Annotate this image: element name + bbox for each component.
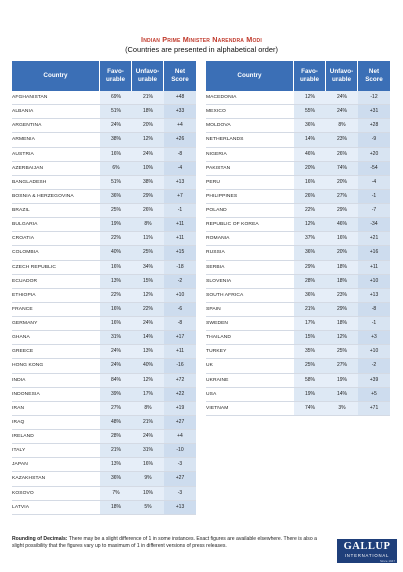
country-cell: GERMANY: [12, 317, 100, 331]
country-cell: ECUADOR: [12, 275, 100, 289]
unfavourable-cell: 5%: [132, 501, 164, 515]
table-header-row: [206, 61, 390, 91]
table-row: [12, 458, 196, 472]
favourable-cell: 35%: [294, 345, 326, 359]
favourable-cell: 6%: [100, 162, 132, 176]
net-score-cell: -2: [164, 275, 196, 289]
net-score-cell: +5: [358, 388, 390, 402]
favourable-cell: 28%: [294, 275, 326, 289]
net-score-cell: +21: [358, 232, 390, 246]
country-cell: ETHIOPIA: [12, 289, 100, 303]
country-cell: NIGERIA: [206, 148, 294, 162]
unfavourable-cell: 14%: [326, 388, 358, 402]
table-row: [206, 162, 390, 176]
country-cell: SERBIA: [206, 261, 294, 275]
country-cell: COLOMBIA: [12, 246, 100, 260]
net-score-cell: +19: [164, 402, 196, 416]
unfavourable-cell: 15%: [132, 275, 164, 289]
table-row: [206, 91, 390, 105]
unfavourable-cell: 24%: [132, 317, 164, 331]
favourable-cell: 55%: [294, 105, 326, 119]
unfavourable-cell: 23%: [326, 289, 358, 303]
favourable-cell: 29%: [294, 261, 326, 275]
country-cell: INDONESIA: [12, 388, 100, 402]
favourable-cell: 24%: [100, 345, 132, 359]
favourable-cell: 36%: [100, 472, 132, 486]
table-row: [12, 331, 196, 345]
unfavourable-cell: 12%: [132, 374, 164, 388]
favourable-cell: 7%: [100, 487, 132, 501]
column-header-favourable: Favo- urable: [294, 61, 326, 91]
table-row: [12, 232, 196, 246]
country-cell: JAPAN: [12, 458, 100, 472]
unfavourable-cell: 16%: [326, 232, 358, 246]
table-row: [206, 303, 390, 317]
net-score-cell: +13: [164, 176, 196, 190]
unfavourable-cell: 18%: [326, 261, 358, 275]
net-score-cell: -18: [164, 261, 196, 275]
net-score-cell: -16: [164, 359, 196, 373]
net-score-cell: -12: [358, 91, 390, 105]
country-cell: SWEDEN: [206, 317, 294, 331]
table-row: [12, 317, 196, 331]
unfavourable-cell: 24%: [326, 91, 358, 105]
table-row: [206, 402, 390, 416]
net-score-cell: -8: [164, 148, 196, 162]
country-cell: MEXICO: [206, 105, 294, 119]
table-row: [12, 148, 196, 162]
unfavourable-cell: 8%: [326, 119, 358, 133]
country-cell: IRAQ: [12, 416, 100, 430]
country-cell: THAILAND: [206, 331, 294, 345]
ratings-table-right: [206, 61, 390, 416]
favourable-cell: 36%: [100, 190, 132, 204]
column-header-unfavourable: Unfavo- urable: [132, 61, 164, 91]
favourable-cell: 37%: [294, 232, 326, 246]
favourable-cell: 24%: [100, 359, 132, 373]
unfavourable-cell: 34%: [132, 261, 164, 275]
table-row: [12, 359, 196, 373]
country-cell: IRELAND: [12, 430, 100, 444]
table-row: [12, 289, 196, 303]
unfavourable-cell: 12%: [132, 133, 164, 147]
page-title: Indian Prime Minister Narendra Modi: [141, 35, 262, 44]
country-cell: BANGLADESH: [12, 176, 100, 190]
net-score-cell: +72: [164, 374, 196, 388]
favourable-cell: 25%: [100, 204, 132, 218]
net-score-cell: +13: [164, 501, 196, 515]
country-cell: IRAN: [12, 402, 100, 416]
unfavourable-cell: 17%: [132, 388, 164, 402]
page-subtitle: (Countries are presented in alphabetical order): [125, 45, 278, 54]
favourable-cell: 31%: [100, 331, 132, 345]
country-cell: ITALY: [12, 444, 100, 458]
country-cell: CROATIA: [12, 232, 100, 246]
table-row: [206, 105, 390, 119]
favourable-cell: 15%: [294, 331, 326, 345]
table-row: [12, 204, 196, 218]
unfavourable-cell: 13%: [132, 345, 164, 359]
net-score-cell: +22: [164, 388, 196, 402]
favourable-cell: 19%: [100, 218, 132, 232]
net-score-cell: -6: [164, 303, 196, 317]
table-row: [206, 374, 390, 388]
net-score-cell: +48: [164, 91, 196, 105]
unfavourable-cell: 18%: [326, 317, 358, 331]
unfavourable-cell: 8%: [132, 402, 164, 416]
country-cell: SPAIN: [206, 303, 294, 317]
country-cell: TURKEY: [206, 345, 294, 359]
favourable-cell: 18%: [100, 501, 132, 515]
unfavourable-cell: 8%: [132, 218, 164, 232]
net-score-cell: -4: [164, 162, 196, 176]
table-row: [12, 444, 196, 458]
net-score-cell: +7: [164, 190, 196, 204]
net-score-cell: -8: [164, 317, 196, 331]
country-cell: GREECE: [12, 345, 100, 359]
table-row: [12, 472, 196, 486]
country-cell: KAZAKHSTAN: [12, 472, 100, 486]
favourable-cell: 13%: [100, 458, 132, 472]
unfavourable-cell: 46%: [326, 218, 358, 232]
table-row: [206, 388, 390, 402]
net-score-cell: +31: [358, 105, 390, 119]
table-row: [206, 133, 390, 147]
favourable-cell: 51%: [100, 105, 132, 119]
net-score-cell: +17: [164, 331, 196, 345]
net-score-cell: +28: [358, 119, 390, 133]
column-header-unfavourable: Unfavo- urable: [326, 61, 358, 91]
rounding-note-text: There may be a slight difference of 1 in some instances. Exact figures are available elsewhere. There is also a slight possibility that the figures vary up to maximum of 1 in different versions of press releases.: [12, 536, 317, 550]
table-row: [206, 275, 390, 289]
table-row: [206, 176, 390, 190]
country-cell: MACEDONIA: [206, 91, 294, 105]
table-row: [206, 289, 390, 303]
net-score-cell: -3: [164, 458, 196, 472]
favourable-cell: 28%: [100, 430, 132, 444]
country-cell: AUSTRIA: [12, 148, 100, 162]
net-score-cell: -34: [358, 218, 390, 232]
net-score-cell: +15: [164, 246, 196, 260]
table-row: [12, 416, 196, 430]
country-cell: VIETNAM: [206, 402, 294, 416]
favourable-cell: 36%: [294, 119, 326, 133]
column-header-country: Country: [206, 61, 294, 91]
favourable-cell: 84%: [100, 374, 132, 388]
country-cell: HONG KONG: [12, 359, 100, 373]
table-row: [206, 232, 390, 246]
table-row: [206, 261, 390, 275]
table-row: [12, 133, 196, 147]
table-row: [12, 176, 196, 190]
net-score-cell: +27: [164, 472, 196, 486]
table-row: [12, 261, 196, 275]
net-score-cell: -1: [164, 204, 196, 218]
net-score-cell: +10: [358, 275, 390, 289]
net-score-cell: +13: [358, 289, 390, 303]
table-row: [206, 190, 390, 204]
table-row: [206, 148, 390, 162]
net-score-cell: +10: [358, 345, 390, 359]
table-row: [12, 303, 196, 317]
unfavourable-cell: 11%: [132, 232, 164, 246]
column-header-net-score: Net Score: [164, 61, 196, 91]
unfavourable-cell: 27%: [326, 190, 358, 204]
country-cell: PHILIPPINES: [206, 190, 294, 204]
favourable-cell: 12%: [294, 218, 326, 232]
unfavourable-cell: 20%: [326, 246, 358, 260]
table-row: [206, 246, 390, 260]
country-cell: SOUTH AFRICA: [206, 289, 294, 303]
country-cell: POLAND: [206, 204, 294, 218]
favourable-cell: 16%: [100, 303, 132, 317]
favourable-cell: 16%: [294, 176, 326, 190]
country-cell: CZECH REPUBLIC: [12, 261, 100, 275]
table-header-row: [12, 61, 196, 91]
country-cell: SLOVENIA: [206, 275, 294, 289]
country-cell: LATVIA: [12, 501, 100, 515]
logo-line-1: GALLUP: [343, 541, 391, 552]
net-score-cell: +39: [358, 374, 390, 388]
ratings-table-left: [12, 61, 196, 515]
country-cell: BOSNIA & HERZEGOVINA: [12, 190, 100, 204]
country-cell: NETHERLANDS: [206, 133, 294, 147]
net-score-cell: +10: [164, 289, 196, 303]
country-cell: ARMENIA: [12, 133, 100, 147]
unfavourable-cell: 9%: [132, 472, 164, 486]
table-row: [12, 501, 196, 515]
unfavourable-cell: 38%: [132, 176, 164, 190]
unfavourable-cell: 24%: [132, 430, 164, 444]
unfavourable-cell: 24%: [132, 148, 164, 162]
favourable-cell: 36%: [294, 289, 326, 303]
logo-line-2: INTERNATIONAL: [344, 553, 390, 558]
table-row: [206, 317, 390, 331]
favourable-cell: 16%: [100, 317, 132, 331]
favourable-cell: 13%: [100, 275, 132, 289]
table-row: [12, 402, 196, 416]
gallup-international-logo: [337, 539, 397, 563]
table-row: [12, 275, 196, 289]
favourable-cell: 74%: [294, 402, 326, 416]
net-score-cell: -1: [358, 190, 390, 204]
country-cell: UK: [206, 359, 294, 373]
table-row: [12, 162, 196, 176]
favourable-cell: 26%: [294, 190, 326, 204]
unfavourable-cell: 12%: [132, 289, 164, 303]
favourable-cell: 17%: [294, 317, 326, 331]
favourable-cell: 22%: [100, 232, 132, 246]
table-row: [206, 331, 390, 345]
unfavourable-cell: 10%: [132, 162, 164, 176]
table-row: [12, 218, 196, 232]
net-score-cell: +33: [164, 105, 196, 119]
favourable-cell: 20%: [294, 162, 326, 176]
favourable-cell: 14%: [294, 133, 326, 147]
country-cell: AZERBAIJAN: [12, 162, 100, 176]
net-score-cell: +4: [164, 430, 196, 444]
net-score-cell: +20: [358, 148, 390, 162]
favourable-cell: 21%: [294, 303, 326, 317]
country-cell: ARGENTINA: [12, 119, 100, 133]
favourable-cell: 58%: [294, 374, 326, 388]
country-cell: BULGARIA: [12, 218, 100, 232]
net-score-cell: +71: [358, 402, 390, 416]
net-score-cell: -54: [358, 162, 390, 176]
favourable-cell: 16%: [100, 148, 132, 162]
unfavourable-cell: 24%: [326, 105, 358, 119]
net-score-cell: +27: [164, 416, 196, 430]
unfavourable-cell: 21%: [132, 416, 164, 430]
table-row: [206, 119, 390, 133]
favourable-cell: 46%: [294, 148, 326, 162]
unfavourable-cell: 22%: [132, 303, 164, 317]
country-cell: GHANA: [12, 331, 100, 345]
net-score-cell: -8: [358, 303, 390, 317]
table-row: [206, 345, 390, 359]
table-row: [206, 359, 390, 373]
favourable-cell: 48%: [100, 416, 132, 430]
favourable-cell: 38%: [100, 133, 132, 147]
column-header-favourable: Favo- urable: [100, 61, 132, 91]
unfavourable-cell: 12%: [326, 331, 358, 345]
net-score-cell: +11: [164, 345, 196, 359]
net-score-cell: +26: [164, 133, 196, 147]
unfavourable-cell: 16%: [132, 458, 164, 472]
net-score-cell: -2: [358, 359, 390, 373]
favourable-cell: 22%: [294, 204, 326, 218]
country-cell: FRANCE: [12, 303, 100, 317]
unfavourable-cell: 29%: [326, 303, 358, 317]
country-cell: UKRAINE: [206, 374, 294, 388]
table-row: [12, 430, 196, 444]
unfavourable-cell: 74%: [326, 162, 358, 176]
unfavourable-cell: 26%: [326, 148, 358, 162]
favourable-cell: 24%: [100, 119, 132, 133]
unfavourable-cell: 29%: [326, 204, 358, 218]
unfavourable-cell: 20%: [132, 119, 164, 133]
favourable-cell: 36%: [294, 246, 326, 260]
country-cell: MOLDOVA: [206, 119, 294, 133]
unfavourable-cell: 3%: [326, 402, 358, 416]
table-row: [12, 91, 196, 105]
favourable-cell: 19%: [294, 388, 326, 402]
table-row: [12, 374, 196, 388]
country-cell: INDIA: [12, 374, 100, 388]
net-score-cell: -3: [164, 487, 196, 501]
favourable-cell: 40%: [100, 246, 132, 260]
unfavourable-cell: 25%: [326, 345, 358, 359]
favourable-cell: 25%: [294, 359, 326, 373]
unfavourable-cell: 29%: [132, 190, 164, 204]
net-score-cell: -4: [358, 176, 390, 190]
country-cell: USA: [206, 388, 294, 402]
net-score-cell: -10: [164, 444, 196, 458]
unfavourable-cell: 23%: [326, 133, 358, 147]
unfavourable-cell: 20%: [326, 176, 358, 190]
net-score-cell: +11: [164, 218, 196, 232]
table-row: [12, 487, 196, 501]
favourable-cell: 16%: [100, 261, 132, 275]
country-cell: REPUBLIC OF KOREA: [206, 218, 294, 232]
unfavourable-cell: 18%: [132, 105, 164, 119]
favourable-cell: 27%: [100, 402, 132, 416]
country-cell: ALBANIA: [12, 105, 100, 119]
logo-line-3: Since 1947: [379, 559, 395, 563]
favourable-cell: 21%: [100, 444, 132, 458]
rounding-note-label: Rounding of Decimals:: [12, 536, 68, 542]
table-row: [12, 119, 196, 133]
country-cell: KOSOVO: [12, 487, 100, 501]
country-cell: BRAZIL: [12, 204, 100, 218]
unfavourable-cell: 18%: [326, 275, 358, 289]
unfavourable-cell: 27%: [326, 359, 358, 373]
country-cell: ROMANIA: [206, 232, 294, 246]
unfavourable-cell: 19%: [326, 374, 358, 388]
net-score-cell: -1: [358, 317, 390, 331]
table-row: [12, 246, 196, 260]
table-row: [12, 105, 196, 119]
favourable-cell: 39%: [100, 388, 132, 402]
unfavourable-cell: 26%: [132, 204, 164, 218]
net-score-cell: -9: [358, 133, 390, 147]
favourable-cell: 22%: [100, 289, 132, 303]
table-row: [12, 388, 196, 402]
favourable-cell: 69%: [100, 91, 132, 105]
net-score-cell: +11: [358, 261, 390, 275]
column-header-country: Country: [12, 61, 100, 91]
unfavourable-cell: 40%: [132, 359, 164, 373]
country-cell: RUSSIA: [206, 246, 294, 260]
net-score-cell: +16: [358, 246, 390, 260]
net-score-cell: -7: [358, 204, 390, 218]
unfavourable-cell: 14%: [132, 331, 164, 345]
unfavourable-cell: 31%: [132, 444, 164, 458]
net-score-cell: +11: [164, 232, 196, 246]
column-header-net-score: Net Score: [358, 61, 390, 91]
table-row: [12, 345, 196, 359]
country-cell: PAKISTAN: [206, 162, 294, 176]
table-row: [206, 204, 390, 218]
favourable-cell: 51%: [100, 176, 132, 190]
net-score-cell: +3: [358, 331, 390, 345]
net-score-cell: +4: [164, 119, 196, 133]
unfavourable-cell: 21%: [132, 91, 164, 105]
country-cell: PERU: [206, 176, 294, 190]
unfavourable-cell: 25%: [132, 246, 164, 260]
rounding-note: [12, 536, 327, 551]
table-row: [12, 190, 196, 204]
favourable-cell: 12%: [294, 91, 326, 105]
unfavourable-cell: 10%: [132, 487, 164, 501]
table-row: [206, 218, 390, 232]
country-cell: AFGHANISTAN: [12, 91, 100, 105]
